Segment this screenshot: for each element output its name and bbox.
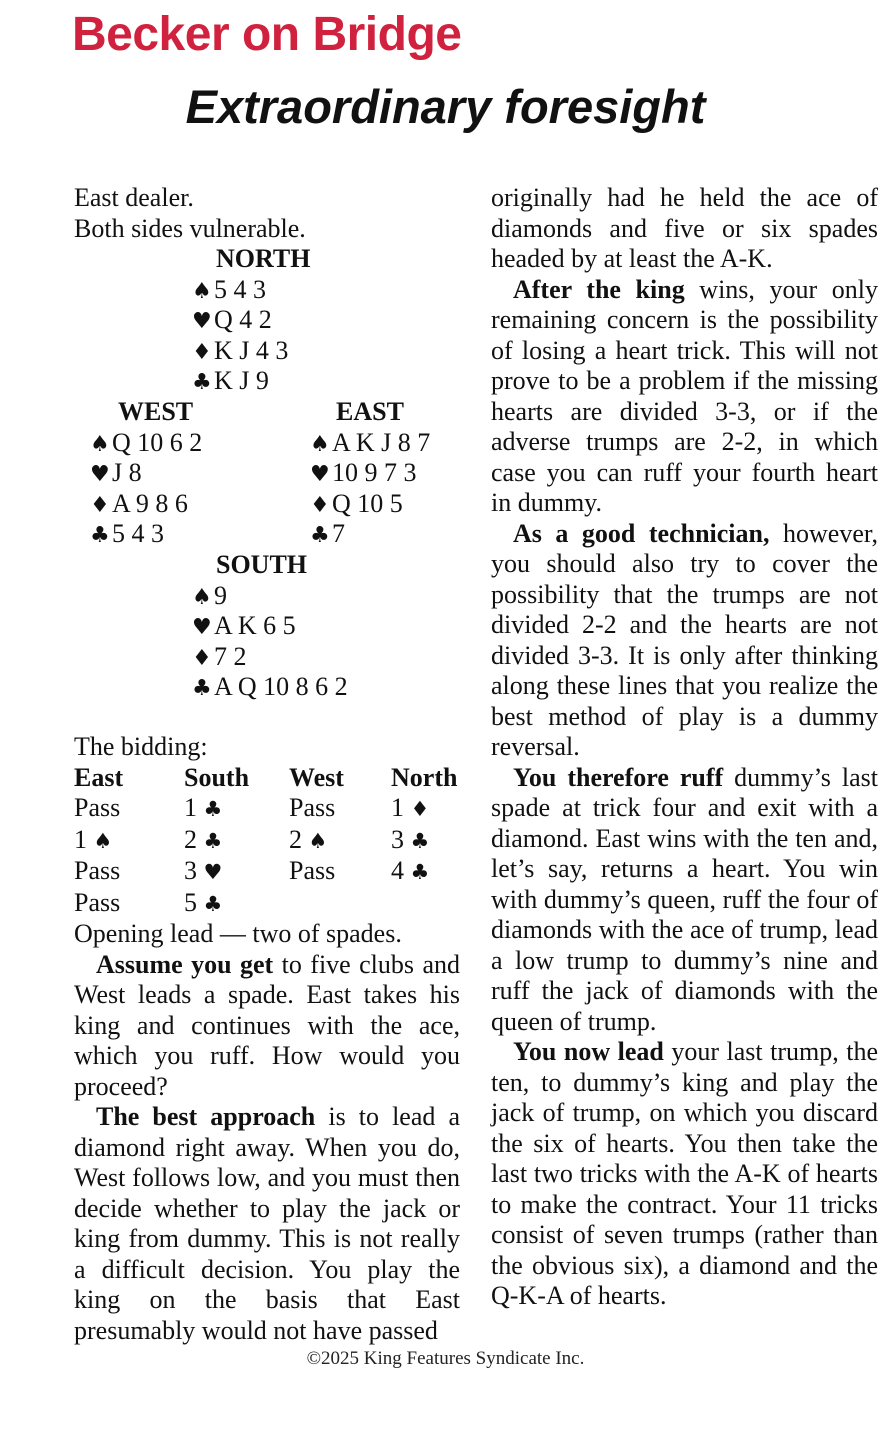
card-list: J 8 [112, 458, 142, 487]
suit-holding-diamonds [192, 642, 348, 673]
bid-suit-icon: ♦ [410, 797, 430, 821]
column-brand-title: Becker on Bridge [72, 8, 462, 61]
paragraph-lead-in: As a good technician, [513, 518, 770, 548]
bid-cell [74, 856, 184, 888]
paragraph-text: to five clubs and West leads a spade. East takes his king and continues with the ace, which you ruff. How would you proceed? [74, 949, 460, 1101]
bid-cell [74, 825, 184, 857]
suit-holding-clubs [90, 519, 202, 550]
card-list: Q 10 6 2 [112, 427, 203, 457]
heart-icon: ♥ [90, 462, 110, 487]
card-list: Q 4 2 [214, 305, 272, 334]
paragraph-text: your last trump, the ten, to dummy’s king and play the jack of trump, on which you discard the six of hearts. You then take the last two tricks with the A-K of hearts to make the contract. Your 11 tricks consist of seven trumps (rather than the obvious six), a diamond and the Q-K-A of hearts. [491, 1037, 878, 1310]
suit-holding-spades [90, 428, 202, 459]
bidding-row [74, 856, 457, 888]
bid-level: Pass [289, 793, 336, 822]
dealer-line: East dealer. [74, 183, 194, 212]
bid-level: 2 [289, 824, 309, 854]
card-list: A K 6 5 [214, 611, 296, 640]
bid-level: 1 [74, 824, 94, 854]
suit-holding-spades [310, 428, 430, 459]
suit-holding-hearts [192, 611, 348, 642]
spade-icon: ♠ [192, 278, 212, 304]
bid-level: Pass [289, 856, 336, 885]
diamond-icon: ♦ [192, 645, 212, 671]
hand-east [310, 397, 430, 550]
heart-icon: ♥ [310, 462, 330, 487]
card-list: K J 4 3 [214, 335, 289, 365]
hand-label: WEST [118, 397, 194, 426]
bid-suit-icon: ♠ [93, 828, 113, 853]
bid-suit-icon: ♣ [203, 891, 223, 916]
bid-level: 3 [184, 856, 204, 885]
bid-cell [391, 793, 457, 825]
article-paragraph [491, 275, 878, 519]
bidding-table [74, 763, 457, 920]
suit-holding-hearts [310, 458, 430, 489]
card-list: 5 4 3 [214, 274, 266, 304]
article-paragraph [491, 519, 878, 763]
card-list: 7 [332, 519, 345, 548]
bid-cell [184, 825, 289, 857]
paragraph-text: is to lead a diamond right away. When you do, West follows low, and you must then decide whether to play the jack or king from dummy. This is not really a difficult decision. You play the king on the basis that East presumably would not have passed [74, 1102, 460, 1345]
bidding-row [74, 888, 457, 920]
suit-holding-spades [192, 275, 310, 306]
card-list: Q 10 5 [332, 488, 403, 518]
suit-holding-clubs [310, 519, 430, 550]
paragraph-text: originally had he held the ace of diamonds and five or six spades headed by at least the A-K. [491, 183, 878, 273]
diamond-icon: ♦ [90, 492, 110, 518]
bid-level: 5 [184, 887, 204, 917]
bidding-header: East [74, 762, 124, 792]
club-icon: ♣ [192, 370, 212, 395]
club-icon: ♣ [310, 523, 330, 548]
article-paragraph [74, 1102, 460, 1346]
vulnerability-line: Both sides vulnerable. [74, 213, 306, 243]
club-icon: ♣ [90, 523, 110, 548]
article-paragraph [491, 183, 878, 275]
club-icon: ♣ [192, 676, 212, 701]
card-list: 9 [214, 580, 227, 610]
bid-cell [391, 856, 457, 888]
hand-west [90, 397, 202, 550]
card-list: 10 9 7 3 [332, 458, 417, 487]
bid-suit-icon: ♠ [308, 828, 328, 853]
bidding-row [74, 793, 457, 825]
diamond-icon: ♦ [192, 339, 212, 365]
opening-lead: Opening lead — two of spades. [74, 919, 402, 948]
bid-cell [184, 793, 289, 825]
bid-cell [184, 888, 289, 920]
bid-level: 4 [391, 856, 411, 885]
suit-holding-diamonds [192, 336, 310, 367]
bid-suit-icon: ♣ [203, 797, 223, 821]
bid-level: Pass [74, 793, 121, 822]
paragraph-lead-in: The best approach [96, 1102, 316, 1131]
article-paragraph [491, 763, 878, 1038]
heart-icon: ♥ [192, 615, 212, 640]
bid-level: Pass [74, 856, 121, 885]
bid-level: 2 [184, 824, 204, 854]
heart-icon: ♥ [192, 309, 212, 334]
suit-holding-spades [192, 581, 348, 612]
right-column [491, 183, 878, 1312]
diamond-icon: ♦ [310, 492, 330, 518]
suit-holding-clubs [192, 366, 310, 397]
suit-holding-clubs [192, 672, 348, 703]
bid-suit-icon: ♣ [203, 828, 223, 853]
bidding-header: North [391, 762, 458, 792]
paragraph-lead-in: After the king [513, 274, 685, 304]
bid-cell [289, 856, 391, 888]
bid-cell [74, 888, 184, 920]
hand-label: EAST [336, 397, 404, 426]
left-article-text [74, 950, 460, 1347]
card-list: A 9 8 6 [112, 488, 188, 518]
bid-cell [184, 856, 289, 888]
hand-label: NORTH [216, 244, 311, 273]
card-list: A Q 10 8 6 2 [214, 672, 348, 701]
hand-north [192, 244, 310, 397]
paragraph-text: wins, your only remaining concern is the possibility of losing a heart trick. This will not prove to be a problem if the missing hearts are divided 3-3, or if the adverse trumps are 2-2, in which case you can ruff your fourth heart in dummy. [491, 274, 878, 517]
hand-south [192, 550, 348, 703]
bid-cell [391, 888, 457, 920]
copyright-notice: ©2025 King Features Syndicate Inc. [306, 1348, 585, 1369]
spade-icon: ♠ [310, 431, 330, 457]
card-list: 5 4 3 [112, 519, 164, 548]
bid-level: 3 [391, 824, 411, 854]
paragraph-text: however, you should also try to cover the possibility that the trumps are not divided 2-2 and the hearts are not divided 3-3. It is only after thinking along these lines that you realize the best method of play is a dummy reversal. [491, 518, 878, 761]
bidding-label: The bidding: [74, 732, 208, 761]
bidding-header: South [184, 762, 250, 792]
hand-label: SOUTH [216, 550, 308, 579]
bid-cell [289, 793, 391, 825]
paragraph-lead-in: You now lead [513, 1037, 664, 1066]
article-headline: Extraordinary foresight [185, 80, 706, 133]
spade-icon: ♠ [192, 584, 212, 610]
deal-diagram [74, 244, 460, 732]
paragraph-text: dummy’s last spade at trick four and exit with a diamond. East wins with the ten and, let’s say, returns a heart. You win with dummy’s queen, ruff the four of diamonds with the ace of trump, lead a low trump to dummy’s nine and ruff the jack of diamonds with the queen of trump. [491, 762, 878, 1036]
bidding-header-row [74, 763, 457, 794]
bid-suit-icon: ♣ [410, 828, 430, 853]
suit-holding-hearts [192, 305, 310, 336]
article-paragraph [491, 1037, 878, 1312]
bid-cell [391, 825, 457, 857]
bid-level: 1 [391, 793, 411, 822]
card-list: A K J 8 7 [332, 427, 431, 457]
paragraph-lead-in: You therefore ruff [513, 762, 724, 792]
bid-cell [289, 888, 391, 920]
bid-suit-icon: ♣ [410, 860, 430, 884]
spade-icon: ♠ [90, 431, 110, 457]
suit-holding-hearts [90, 458, 202, 489]
bid-level: Pass [74, 887, 121, 917]
bid-cell [74, 793, 184, 825]
bidding-row [74, 825, 457, 857]
bidding-header: West [289, 762, 344, 792]
card-list: K J 9 [214, 366, 269, 395]
bid-suit-icon: ♥ [203, 860, 223, 884]
paragraph-lead-in: Assume you get [96, 949, 274, 979]
suit-holding-diamonds [310, 489, 430, 520]
card-list: 7 2 [214, 641, 247, 671]
bid-level: 1 [184, 793, 204, 822]
article-paragraph [74, 950, 460, 1103]
left-column [74, 183, 460, 1346]
bid-cell [289, 825, 391, 857]
suit-holding-diamonds [90, 489, 202, 520]
